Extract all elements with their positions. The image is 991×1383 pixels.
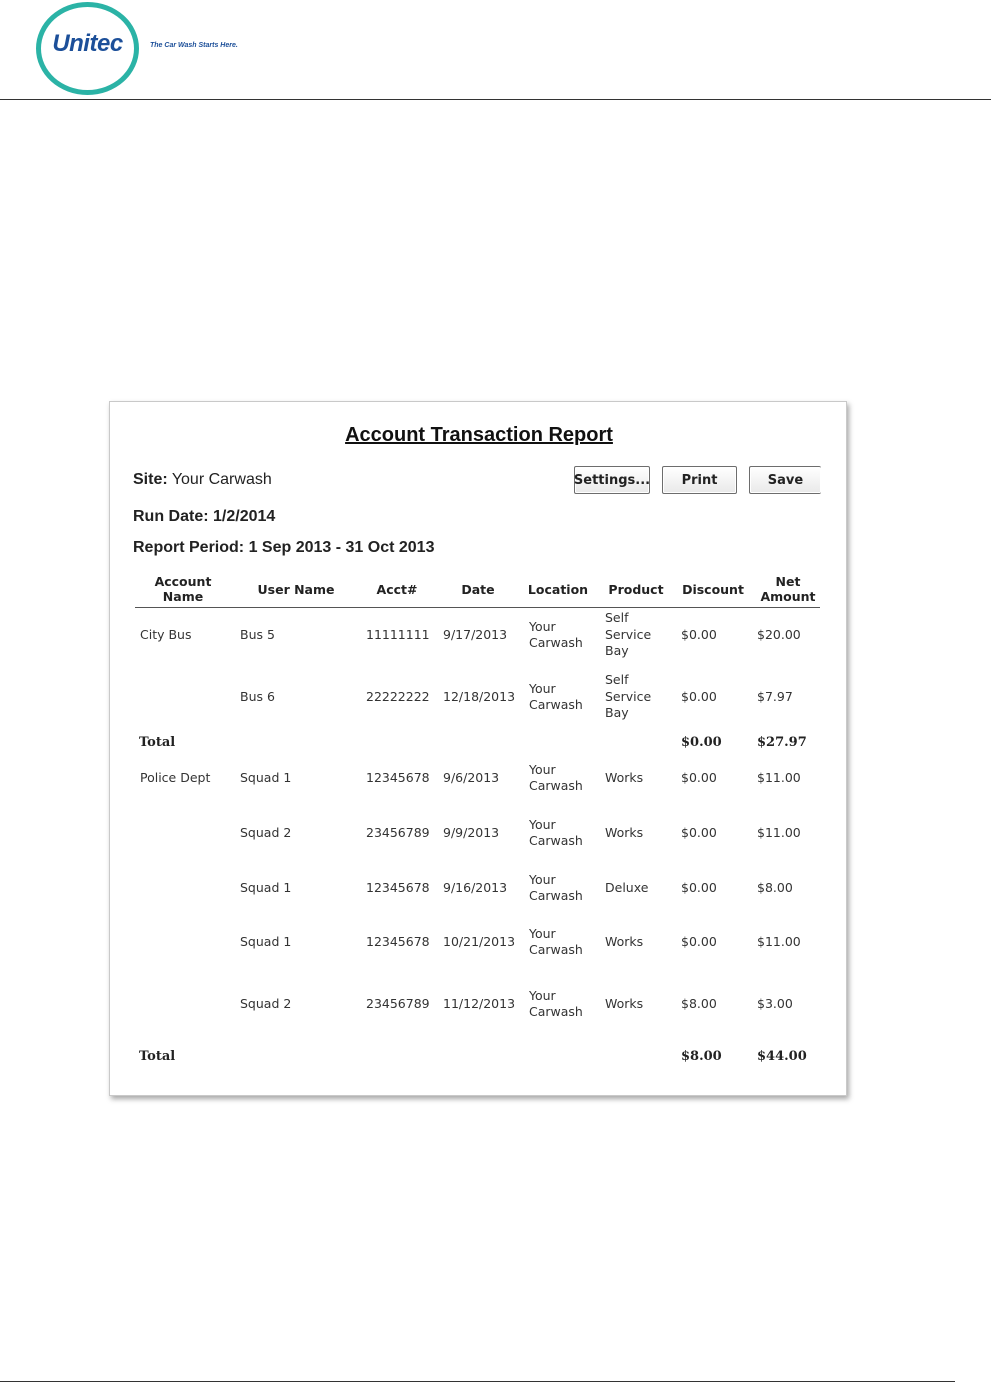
cell-location-line: Carwash — [529, 635, 583, 650]
cell-product-line: Bay — [605, 643, 629, 659]
cell-acct: 23456789 — [366, 825, 430, 840]
total-discount: $8.00 — [681, 1049, 722, 1064]
report-window — [109, 401, 847, 1096]
col-account-name: Account Name — [154, 574, 212, 604]
cell-location — [529, 872, 583, 905]
site-value: Your Carwash — [171, 471, 272, 488]
cell-location-line: Carwash — [529, 778, 583, 793]
cell-user-name: Bus 5 — [240, 627, 275, 642]
cell-net-amount: $8.00 — [757, 880, 793, 895]
cell-location — [529, 817, 583, 850]
cell-product-line: Service — [605, 688, 652, 704]
cell-date: 9/17/2013 — [443, 627, 508, 642]
cell-acct: 12345678 — [366, 880, 430, 895]
cell-location-line: Your — [529, 761, 556, 777]
cell-discount: $0.00 — [681, 934, 717, 949]
cell-location-line: Your — [529, 618, 556, 634]
col-acct: Acct# — [376, 581, 418, 597]
logo-tagline: The Car Wash Starts Here. — [150, 42, 238, 49]
cell-user-name: Squad 2 — [240, 996, 292, 1011]
cell-product: Works — [605, 934, 644, 949]
cell-net-amount: $20.00 — [757, 627, 801, 642]
settings-button[interactable]: Settings... — [574, 466, 650, 494]
cell-discount: $0.00 — [681, 880, 717, 895]
cell-location — [529, 762, 583, 795]
total-discount: $0.00 — [681, 735, 722, 750]
cell-discount: $0.00 — [681, 770, 717, 785]
cell-date: 9/16/2013 — [443, 880, 508, 895]
cell-date: 9/9/2013 — [443, 825, 500, 840]
total-label: Total — [139, 735, 176, 750]
cell-product: Works — [605, 770, 644, 785]
cell-acct: 23456789 — [366, 996, 430, 1011]
col-discount: Discount — [682, 581, 744, 597]
total-net-amount: $44.00 — [757, 1049, 807, 1064]
cell-location — [529, 988, 583, 1021]
cell-date: 10/21/2013 — [443, 934, 516, 949]
cell-account-name: City Bus — [140, 627, 192, 642]
cell-location-line: Your — [529, 816, 556, 832]
table-header — [135, 571, 820, 608]
cell-date: 9/6/2013 — [443, 770, 500, 785]
cell-net-amount: $11.00 — [757, 770, 801, 785]
cell-date: 11/12/2013 — [443, 996, 516, 1011]
cell-location-line: Your — [529, 680, 556, 696]
cell-acct: 22222222 — [366, 689, 430, 704]
cell-location — [529, 681, 583, 714]
site-label: Site: — [133, 471, 168, 488]
cell-account-name: Police Dept — [140, 770, 211, 785]
col-location: Location — [527, 581, 589, 597]
cell-location-line: Carwash — [529, 942, 583, 957]
header-rule — [0, 99, 991, 100]
cell-location-line: Carwash — [529, 1004, 583, 1019]
cell-location-line: Carwash — [529, 888, 583, 903]
cell-user-name: Squad 1 — [240, 934, 292, 949]
cell-location-line: Your — [529, 871, 556, 887]
cell-discount: $8.00 — [681, 996, 717, 1011]
unitec-logo — [36, 2, 139, 93]
cell-location — [529, 926, 583, 959]
logo-text: Unitec — [52, 30, 123, 57]
cell-discount: $0.00 — [681, 627, 717, 642]
cell-location-line: Your — [529, 987, 556, 1003]
site-line — [133, 471, 272, 489]
cell-product-line: Bay — [605, 705, 629, 721]
cell-location-line: Carwash — [529, 833, 583, 848]
cell-product-line: Self — [605, 610, 629, 626]
cell-product: Works — [605, 996, 644, 1011]
col-date: Date — [461, 581, 495, 597]
cell-discount: $0.00 — [681, 825, 717, 840]
cell-product-line: Service — [605, 626, 652, 642]
cell-product — [605, 672, 651, 722]
save-button[interactable]: Save — [749, 466, 821, 494]
report-period: Report Period: 1 Sep 2013 - 31 Oct 2013 — [133, 539, 435, 556]
cell-product-line: Self — [605, 672, 629, 688]
cell-net-amount: $7.97 — [757, 689, 793, 704]
cell-location-line: Your — [529, 925, 556, 941]
cell-product — [605, 610, 651, 660]
cell-acct: 11111111 — [366, 627, 430, 642]
total-net-amount: $27.97 — [757, 735, 807, 750]
col-product: Product — [608, 581, 664, 597]
cell-net-amount: $3.00 — [757, 996, 793, 1011]
cell-user-name: Squad 2 — [240, 825, 292, 840]
col-net-amount: Net Amount — [760, 574, 816, 604]
total-label: Total — [139, 1049, 176, 1064]
cell-location-line: Carwash — [529, 697, 583, 712]
cell-product: Deluxe — [605, 880, 649, 895]
footer-rule — [0, 1381, 955, 1382]
cell-location — [529, 619, 583, 652]
cell-user-name: Squad 1 — [240, 880, 292, 895]
cell-discount: $0.00 — [681, 689, 717, 704]
cell-user-name: Squad 1 — [240, 770, 292, 785]
run-date: Run Date: 1/2/2014 — [133, 508, 276, 525]
cell-product: Works — [605, 825, 644, 840]
cell-acct: 12345678 — [366, 770, 430, 785]
col-user-name: User Name — [257, 581, 335, 597]
report-title: Account Transaction Report — [345, 424, 613, 446]
print-button[interactable]: Print — [662, 466, 737, 494]
cell-date: 12/18/2013 — [443, 689, 516, 704]
cell-acct: 12345678 — [366, 934, 430, 949]
cell-net-amount: $11.00 — [757, 934, 801, 949]
cell-user-name: Bus 6 — [240, 689, 275, 704]
cell-net-amount: $11.00 — [757, 825, 801, 840]
